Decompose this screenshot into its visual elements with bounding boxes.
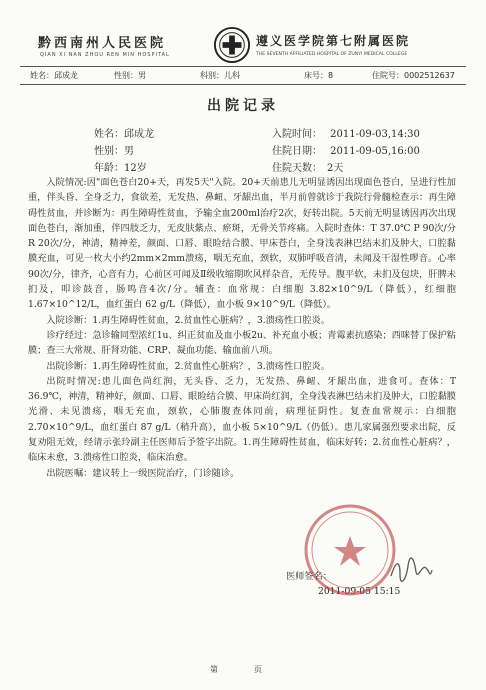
discharge-orders: 出院医嘱：建议转上一级医院治疗，门诊随诊。 [46,467,240,479]
letterhead [38,30,458,70]
hospital-name-left: 黔西南州人民医院 [38,36,167,51]
treatment-course: 诊疗经过：急诊输同型浓红1u、纠正贫血及血小板2u、补充血小板；青霉素抗感染；西咪替丁保护粘膜；查三大常规、肝肾功能、CRP、凝血功能、输血前八项。 [28,329,456,357]
info-sex: 性别：男 [114,71,146,80]
doctor-handwritten-signature [388,556,434,584]
record-body [28,175,456,481]
page-number-footer: 第 页 [210,665,276,674]
hospital-name-left-pinyin: QIAN XI NAN ZHOU REN MIN HOSPITAL [40,52,170,58]
admission-diagnosis: 入院诊断：1.再生障碍性贫血，2.贫血性心脏病？，3.溃疡性口腔炎。 [46,314,330,326]
header-rule-top [20,66,466,67]
info-bed: 床号：8 [304,71,334,80]
hospital-name-right: 遵义医学院第七附属医院 [256,34,411,48]
discharge-time: 住院日期： 2011-09-05,16:00 [272,146,420,157]
hospital-name-right-english: THE SEVENTH AFFILIATED HOSPITAL OF ZUNYI MEDICAL COLLEGE [256,52,408,57]
info-name: 姓名：邱成龙 [30,71,78,80]
admission-condition: 入院情况:因"面色苍白20+天，再发5天"入院。20+天前患儿无明显诱因出现面色苍白，呈进行性加重，伴头昏、全身乏力，食欲差，无发热、鼻衄、牙龈出血，半月前曾就诊于我院行骨髓检查示：再生障碍性贫血，并诊断为：再生障碍性贫血，予输全血200ml治疗2次，好转出院。5天前无明显诱因再次出现面色苍白，渐加重，伴四肢乏力，无皮肤紫点、瘀斑，无骨关节疼痛。入院时查体：T 37.0℃ P 90次/分 R 20次/分，神清，精神差，颜面、口唇、眼睑结合膜、甲床苍白，全身浅表淋巴结未扪及肿大，口腔黏膜充血，可见一枚大小约2mm×2mm溃疡，咽无充血，颈软，双肺呼吸音清，未闻及干湿性啰音。心率90次/分，律齐，心音有力，心前区可闻及Ⅱ级收缩期吹风样杂音，无传导。腹平软，未扪及包块，肝脾未扪及，叩诊鼓音，肠鸣音4次/分。辅查：血常规：白细胞 3.82×10^9/L（降低），红细胞 1.67×10^12/L，血红蛋白 62 g/L（降低），血小板 9×10^9/L（降低）。 [28,177,456,311]
info-record-number: 住院号：0002512637 [372,71,455,80]
admission-time: 入院时间： 2011-09-03,14:30 [272,129,420,140]
patient-sex: 性别：男 [94,146,134,157]
patient-info-bar [22,70,466,84]
discharge-condition: 出院时情况:患儿面色尚红润，无头昏、乏力，无发热、鼻衄、牙龈出血，进食可。查体：T 36.9℃，神清，精神好，颜面、口唇、眼睑结合膜、甲床尚红润，全身浅表淋巴结未扪及肿大，口腔黏膜光滑、未见溃疡，咽无充血，颈软，心肺腹查体同前，病理征阴性。复查血常规示：白细胞 2.70×10^9/L，血红蛋白 87 g/L（稍升高），血小板 5×10^9/L（仍低）。患儿家属强烈要求出院，反复劝阻无效，经请示张玲副主任医师后予签字出院。1.再生障碍性贫血，临床好转；2.贫血性心脏病？，临床未愈，3.溃疡性口腔炎，临床治愈。 [28,375,456,464]
patient-age: 年龄：12岁 [94,163,147,174]
info-dept: 科别：儿科 [200,71,240,80]
page-title: 出院记录 [207,98,279,114]
hospital-logo-icon [213,26,251,64]
hospital-seal-stamp [300,500,400,600]
signature-datetime: 2011-09-05 15:15 [318,586,401,597]
doctor-signature-label: 医师签名： [286,571,332,582]
hospital-days: 住院天数： 2天 [272,163,344,174]
patient-name: 姓名：邱成龙 [94,129,154,140]
header-rule-bottom [20,84,466,85]
discharge-diagnosis: 出院诊断：1.再生障碍性贫血，2.贫血性心脏病？，3.溃疡性口腔炎。 [46,360,330,372]
